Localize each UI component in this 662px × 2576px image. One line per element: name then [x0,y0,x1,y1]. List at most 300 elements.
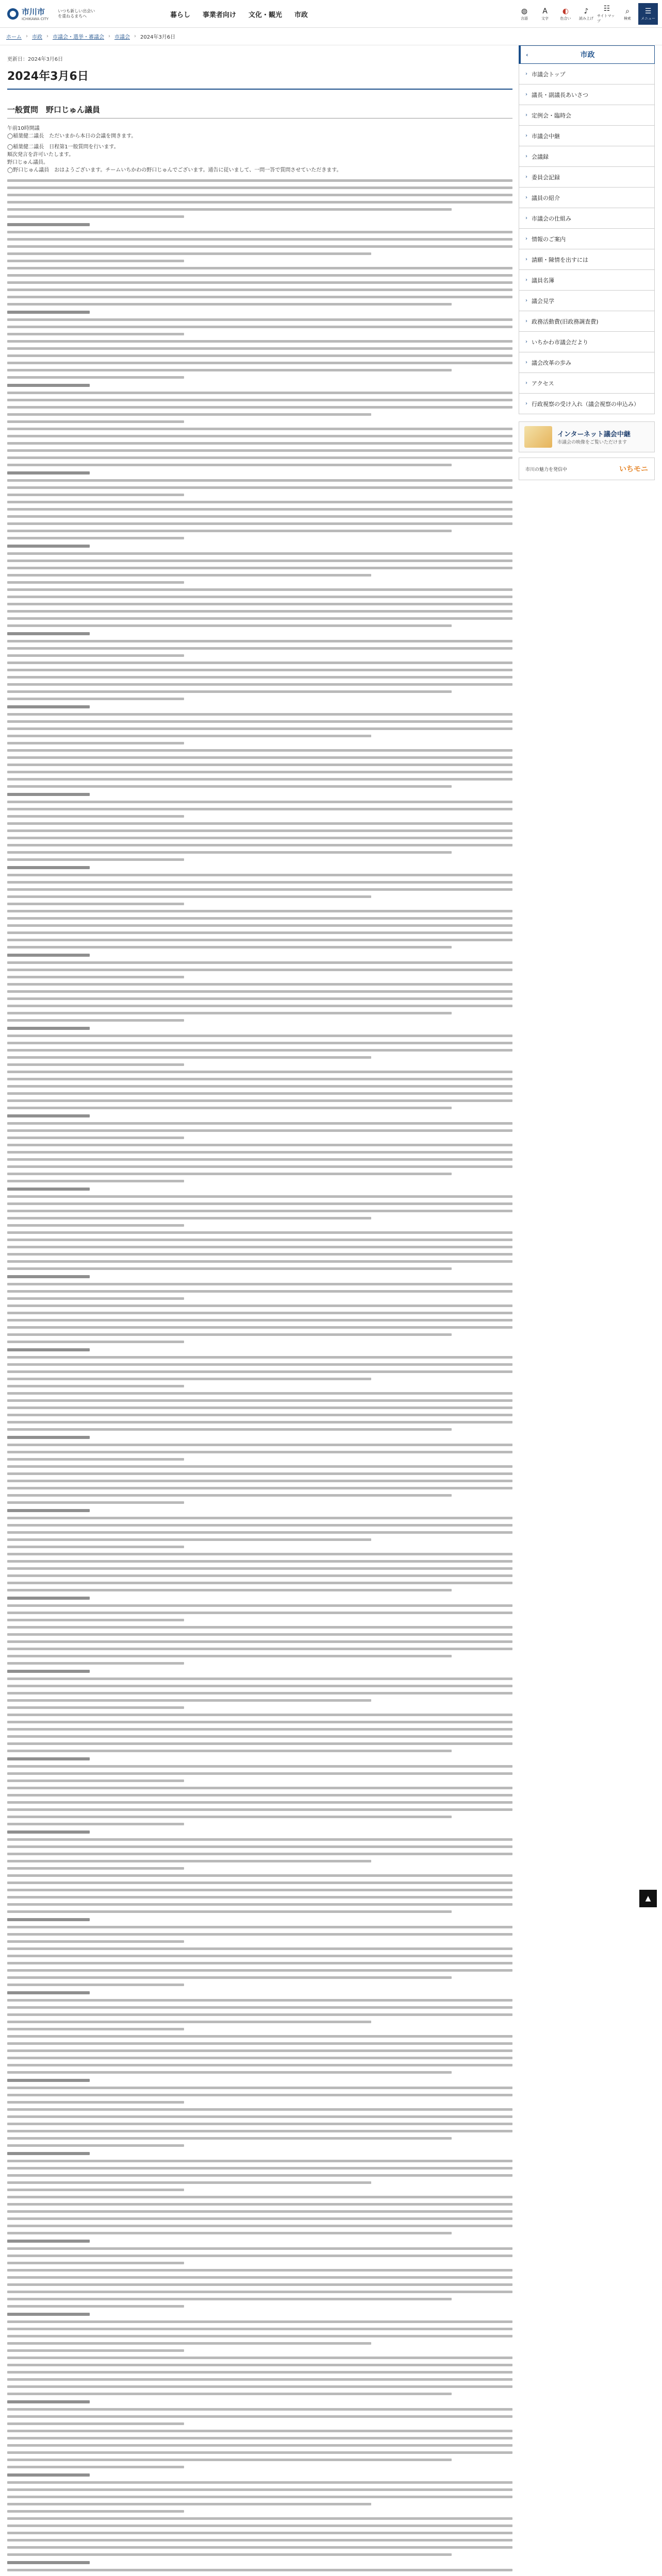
text-line [7,603,512,605]
text-line [7,2071,452,2074]
city-emblem-icon [7,8,19,20]
banner-subtitle: 市議会の映像をご覧いただけます [557,440,627,445]
text-line [7,311,90,314]
text-line [7,1326,512,1329]
text-line [7,851,452,854]
text-line [7,2437,512,2439]
sitemap-button[interactable]: ☷ サイトマップ [597,5,615,23]
text-line [7,340,512,343]
text-line [7,1860,371,1862]
sidebar-heading[interactable]: ‹ 市政 [519,45,655,64]
breadcrumb-assembly[interactable]: 市議会 [114,35,130,40]
text-line [7,1363,512,1366]
text-line [7,874,512,876]
text-line [7,2232,452,2234]
sidebar-item[interactable] [519,270,654,291]
text-line [7,1085,512,1088]
text-line [7,1465,512,1468]
nav-business[interactable]: 事業者向け [203,11,237,19]
text-line [7,413,371,416]
minutes-line: ◯野口じゅん議員 おはようございます。チームいちかわの野口じゅんでございます。通告に従いまして、一問一答で質問させていただきます。 [7,167,342,173]
nav-culture[interactable]: 文化・観光 [249,11,283,19]
text-line [7,903,184,905]
text-line [7,1816,452,1818]
text-line [7,640,512,642]
text-line [7,1173,452,1175]
site-header [0,0,662,28]
text-line [7,735,371,737]
minutes-line: 野口じゅん議員。 [7,160,48,165]
text-line [7,545,90,548]
text-line [7,2006,512,2009]
text-line [7,384,90,387]
text-line [7,2466,184,2468]
text-line [7,2569,512,2571]
sidebar-item[interactable] [519,126,654,146]
text-line [7,1151,512,1154]
sidebar-item[interactable] [519,229,654,249]
text-line [7,647,512,650]
sidebar-item-label: 市議会中継 [532,132,560,140]
text-line [7,494,184,496]
chevron-right-icon: › [525,318,527,324]
text-line [7,435,512,437]
text-line [7,785,452,788]
text-line [7,1144,512,1146]
text-line [7,420,184,423]
text-line [7,1392,512,1395]
text-line [7,610,512,613]
banner-image [524,426,552,448]
text-line [7,260,184,262]
text-line [7,1071,512,1073]
text-line [7,771,512,773]
text-line [7,815,184,818]
text-line [7,662,512,664]
text-line [7,552,512,555]
text-line [7,252,371,255]
text-line [7,1976,452,1979]
text-line [7,1399,512,1402]
text-line [7,1962,512,1964]
text-line [7,1348,90,1351]
sidebar-item[interactable] [519,352,654,373]
text-line [7,2217,512,2220]
text-line [7,1553,512,1555]
text-size-button[interactable]: A 文字 [541,7,549,21]
text-line [7,749,512,752]
text-line [7,2496,512,2498]
text-line [7,1685,512,1687]
text-line [7,2049,512,2052]
text-line [7,464,452,466]
text-line [7,1509,90,1512]
text-line [7,2393,452,2395]
text-line [7,1969,512,1972]
text-line [7,1626,512,1629]
text-line [7,1042,512,1044]
sidebar-item[interactable] [519,249,654,270]
text-line [7,238,512,241]
text-line [7,2137,452,2140]
minutes-line: ◯稲葉健二議長 日程第1一般質問を行います。 [7,144,119,150]
sitemap-icon: ☷ [603,5,610,13]
arrow-up-icon: ▲ [645,1894,651,1903]
text-line [7,2371,512,2374]
text-line [7,2123,512,2125]
sidebar-item[interactable] [519,188,654,208]
breadcrumb-assembly-election[interactable]: 市議会・選挙・審議会 [53,35,104,40]
text-line [7,2013,512,2016]
site-logo[interactable] [7,6,48,21]
text-line [7,1882,512,1884]
nav-cityadmin[interactable]: 市政 [294,11,308,19]
sidebar-item[interactable] [519,167,654,188]
text-line [7,1458,184,1461]
text-line [7,2459,452,2461]
text-line [7,347,512,350]
text-line [7,1896,512,1899]
sidebar-item-label: 議員の紹介 [532,194,560,201]
text-line [7,2240,90,2243]
sidebar-item-label: アクセス [532,380,554,387]
text-line [7,837,512,839]
text-line [7,2057,512,2059]
text-line [7,1955,512,1957]
text-line [7,267,512,269]
text-line [7,990,512,993]
text-line [7,537,184,539]
text-line [7,1604,512,1607]
text-line [7,858,184,861]
text-line [7,1567,512,1570]
text-line [7,479,512,482]
text-line [7,683,512,686]
text-line [7,1260,512,1263]
text-line [7,888,512,891]
text-line [7,1480,512,1482]
text-line [7,588,512,591]
text-line [7,1487,512,1489]
text-line [7,2108,512,2111]
text-line [7,486,512,489]
minutes-line: ◯稲葉健二議長 ただいまから本日の会議を開きます。 [7,133,137,139]
text-line [7,406,512,409]
text-line [7,866,90,869]
text-line [7,289,512,291]
text-line [7,2247,512,2250]
text-line [7,1202,512,1205]
text-line [7,2276,512,2279]
chevron-right-icon: › [525,257,527,262]
text-line [7,924,512,927]
live-stream-banner[interactable] [519,421,655,452]
sidebar-item-label: 議長・副議長あいさつ [532,91,588,98]
text-line [7,2408,512,2411]
text-line [7,1297,184,1300]
banner-title: インターネット議会中継 [557,431,631,438]
ichimoni-banner[interactable] [519,457,655,480]
text-line [7,1640,512,1643]
text-line [7,2342,371,2345]
text-line [7,274,512,277]
main-nav [170,9,308,19]
text-line [7,471,90,474]
text-line [7,2291,512,2293]
text-line [7,1794,512,1797]
text-line [7,508,512,511]
color-button[interactable]: ◐ 色合い [560,7,571,21]
sidebar-item-label: 行政視察の受け入れ（議会視察の申込み） [532,400,639,408]
page-title: 2024年3月6日 [7,67,512,90]
text-line [7,1129,512,1132]
text-line [7,713,512,716]
breadcrumb-home[interactable]: ホーム [6,35,22,40]
text-line [7,1019,184,1022]
text-line [7,1312,512,1314]
sidebar-item[interactable] [519,332,654,352]
text-line [7,2444,512,2447]
chevron-right-icon: › [525,215,527,221]
text-line [7,976,184,978]
text-line [7,910,512,912]
city-name-sub: ICHIKAWA CITY [22,17,49,21]
text-line [7,698,184,700]
text-line [7,793,90,796]
sidebar-item-label: 議員名簿 [532,277,554,284]
text-line [7,1099,512,1102]
text-line [7,1546,184,1548]
text-line [7,2510,184,2513]
page-top-button[interactable] [639,1890,657,1907]
sidebar-item[interactable] [519,291,654,311]
chevron-right-icon: › [134,33,136,39]
text-line [7,2196,512,2198]
text-line [7,1706,184,1709]
text-line [7,560,512,562]
sidebar [519,45,655,480]
text-line [7,194,512,196]
text-line [7,2546,512,2549]
color-icon: ◐ [562,7,569,15]
text-line [7,1933,512,1936]
utility-icons [515,3,658,25]
text-line [7,1451,512,1453]
text-line [7,764,512,766]
menu-icon: ☰ [644,7,652,15]
text-line [7,362,512,364]
text-line [7,1831,90,1834]
text-line [7,515,512,518]
chevron-right-icon: › [525,298,527,303]
section-title: 一般質問 野口じゅん議員 [7,101,512,118]
language-button[interactable]: ◍ 言語 [521,7,528,21]
text-line [7,969,512,971]
text-line [7,1853,512,1855]
text-line [7,1612,512,1614]
text-line [7,2115,512,2118]
text-line [7,1421,512,1423]
sidebar-item[interactable] [519,394,654,414]
breadcrumb-cityadmin[interactable]: 市政 [32,35,42,40]
text-line [7,2269,512,2272]
text-line [7,1406,512,1409]
text-line [7,1538,371,1541]
text-line [7,946,452,948]
text-line [7,1735,512,1738]
sidebar-item-label: 会議録 [532,153,549,160]
banner2-text: 市川の魅力を発信中 [525,467,568,472]
text-line [7,676,512,679]
main-content [7,45,512,2576]
text-line [7,1056,371,1059]
text-line [7,1333,452,1336]
text-line [7,2021,371,2023]
text-line [7,2313,90,2316]
text-line [7,1662,184,1665]
text-line [7,2035,512,2038]
text-line [7,596,512,598]
text-line [7,2087,512,2089]
sidebar-item[interactable] [519,311,654,332]
text-line [7,654,184,657]
text-line [7,2210,512,2213]
text-line [7,281,512,284]
text-line [7,2488,512,2491]
sidebar-menu [519,64,655,414]
text-line [7,2430,512,2432]
text-line [7,778,512,781]
text-line [7,2335,512,2337]
sidebar-item[interactable] [519,146,654,167]
chevron-right-icon: › [525,71,527,77]
text-line [7,303,452,306]
text-line [7,2553,452,2556]
sidebar-item-label: 議会見学 [532,297,554,304]
text-line [7,1574,512,1577]
text-line [7,939,512,941]
text-line [7,1984,184,1986]
text-line [7,1122,512,1125]
text-line [7,245,512,248]
text-line [7,1531,512,1534]
text-line [7,1267,452,1270]
sidebar-item-label: 政務活動費(旧政務調査費) [532,318,599,325]
text-line [7,1742,512,1745]
text-line [7,705,90,708]
sidebar-item[interactable] [519,84,654,105]
text-line [7,1114,90,1117]
text-line [7,1472,512,1475]
text-line [7,983,512,986]
text-line [7,501,512,503]
text-line [7,1692,512,1694]
text-line [7,1889,512,1891]
text-line [7,223,90,226]
text-line [7,1721,512,1723]
text-line [7,1137,184,1139]
read-aloud-button[interactable]: ♪ 読み上げ [579,7,593,21]
text-line [7,632,90,635]
text-line [7,954,90,957]
text-line [7,1874,512,1877]
text-line [7,231,512,233]
text-line [7,333,184,335]
chevron-right-icon: › [525,92,527,97]
text-line [7,2094,512,2096]
text-line [7,1787,512,1789]
text-line [7,1728,512,1731]
text-size-icon: A [542,7,548,15]
text-line [7,895,371,898]
text-line [7,917,512,920]
nav-life[interactable]: 暮らし [170,11,191,19]
text-line [7,2320,512,2323]
text-line [7,1158,512,1161]
text-line [7,1370,512,1373]
text-line [7,1589,452,1591]
text-line [7,567,512,569]
sidebar-item-label: いちかわ市議会だより [532,338,588,346]
text-line [7,997,512,1000]
sidebar-item-label: 委員会記録 [532,174,560,181]
text-line [7,1501,184,1504]
sidebar-item[interactable] [519,208,654,229]
text-line [7,1246,512,1248]
breadcrumb [0,28,662,45]
search-button[interactable]: ⌕ 検索 [624,7,631,21]
text-line [7,1049,512,1052]
text-line [7,2262,184,2264]
text-line [7,1517,512,1519]
chevron-right-icon: › [525,277,527,283]
text-line [7,2225,512,2227]
sidebar-item[interactable] [519,105,654,126]
text-line [7,1597,90,1600]
text-line [7,669,512,671]
chevron-right-icon: › [525,401,527,406]
menu-button[interactable]: ☰ メニュー [638,3,658,25]
chevron-left-icon: ‹ [526,51,528,58]
text-line [7,1560,512,1563]
sidebar-item-label: 定例会・臨時会 [532,112,571,119]
text-line [7,1319,512,1321]
text-line [7,2152,90,2155]
sidebar-item[interactable] [519,64,654,84]
chevron-right-icon: › [108,33,110,39]
minutes-body [7,179,512,2576]
chevron-right-icon: › [26,33,28,39]
text-line [7,1582,512,1584]
text-line [7,617,512,620]
text-line [7,201,512,204]
text-line [7,2160,512,2162]
sidebar-item[interactable] [519,373,654,394]
text-line [7,1714,512,1716]
sidebar-item-label: 情報のご案内 [532,235,566,243]
text-line [7,844,512,846]
text-line [7,2481,512,2484]
text-line [7,1494,452,1497]
text-line [7,2283,512,2286]
text-line [7,1444,512,1446]
text-line [7,822,512,825]
text-line [7,1188,90,1191]
text-line [7,1180,184,1182]
text-line [7,522,512,525]
text-line [7,1838,512,1841]
text-line [7,442,512,445]
